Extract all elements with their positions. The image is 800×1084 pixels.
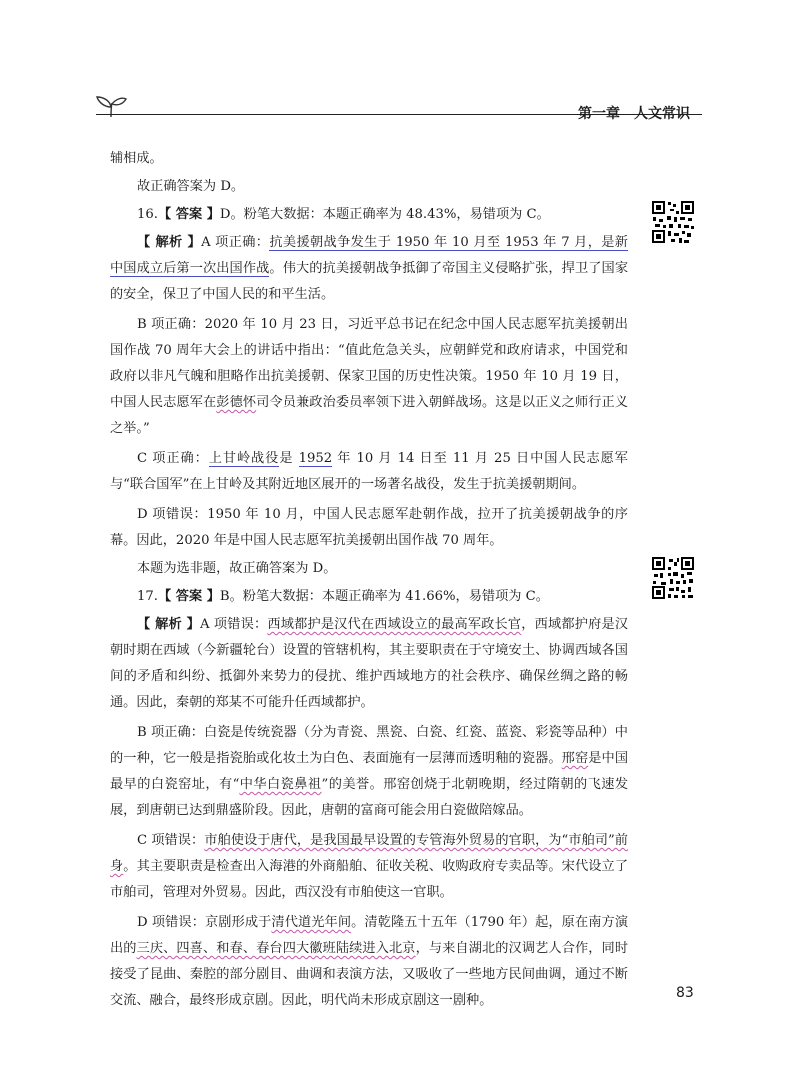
option-label: A 项正确： <box>201 235 270 250</box>
qr-code-icon[interactable] <box>651 556 695 600</box>
wavy-underlined-text: 三庆、四喜、和春、春台四大徽班陆续进入北京 <box>136 941 416 956</box>
q16-analysis-b <box>110 312 628 442</box>
wavy-underlined-text: 中华白瓷鼻祖 <box>239 777 322 792</box>
q17-analysis-c <box>110 828 628 906</box>
wavy-underlined-text: 西域都护是汉代在西域设立的最高军政长官 <box>267 617 522 632</box>
option-label: C 项正确： <box>137 451 209 466</box>
body-text: 。清乾隆五十五年（1790 年）起，原在南方演出的 <box>110 915 629 956</box>
q17-analysis-b <box>110 720 628 824</box>
body-text: ，与来自湖北的汉调艺人合作，同时接受了昆曲、秦腔的部分剧目、曲调和表演方法，又吸收了一些地方民间曲调，通过不断交流、融合，最终形成京剧。因此，明代尚未形成京剧这一剧种。 <box>110 941 629 1008</box>
q16-analysis-c <box>110 446 628 498</box>
analysis-label: 【 解析 】 <box>137 235 202 250</box>
answer-text: D。粉笔大数据：本题正确率为 48.43%，易错项为 C。 <box>219 207 550 222</box>
page-body <box>110 146 628 1016</box>
continued-text: 辅相成。 <box>110 151 163 166</box>
q16-conclusion: 本题为选非题，故正确答案为 D。 <box>137 561 337 576</box>
chapter-title: 人文常识 <box>634 106 690 122</box>
question-number: 16. <box>137 207 158 222</box>
q16-analysis-a <box>110 230 628 308</box>
analysis-label: 【 解析 】 <box>137 617 200 632</box>
page-number: 83 <box>676 985 694 1001</box>
q17-analysis-a <box>110 612 628 716</box>
answer-label: 【 答案 】 <box>157 207 220 222</box>
option-label: A 项错误： <box>200 617 268 632</box>
body-text: ，西域都护府是汉朝时期在西域（今新疆轮台）设置的管辖机构，其主要职责在于守境安土、协调西域各国间的矛盾和纠纷、抵御外来势力的侵扰、维护西域地方的社会秩序、确保丝绸之路的畅通。因此，秦朝的郑某不可能升任西域都护。 <box>110 617 629 710</box>
sprout-icon <box>92 93 130 119</box>
wavy-underlined-text: 邢窑 <box>561 751 589 766</box>
underlined-text: 上甘岭战役 <box>208 451 280 466</box>
underlined-text: 抗美援朝战争发生于 1950 年 10 月至 1953 年 7 月，是新中国成立后第一次出国作战 <box>110 235 628 276</box>
body-text: B 项正确：白瓷是传统瓷器（分为青瓷、黑瓷、白瓷、红瓷、蓝瓷、彩瓷等品种）中的一种，它一般是指瓷胎或化妆土为白色、表面施有一层薄而透明釉的瓷器。 <box>110 725 628 766</box>
body-text: 司令员兼政治委员率领下进入朝鲜战场。这是以正义之师行正义之举。” <box>110 395 629 436</box>
body-text: B 项正确：2020 年 10 月 23 日，习近平总书记在纪念中国人民志愿军抗美援朝出国作战 70 周年大会上的讲话中指出：“值此危急关头，应朝鲜党和政府请求，中国党和政府以非凡气魄和胆略作出抗美援朝、保家卫国的历史性决策。1950 年 10 月 19 日，中国人民志愿军在 <box>110 317 628 410</box>
question-number: 17. <box>137 589 158 604</box>
underlined-text: 1952 <box>298 451 333 466</box>
wavy-underlined-text: 清代道光年间 <box>271 915 352 930</box>
wavy-underlined-text: 市舶使设于唐代，是我国最早设置的专管海外贸易的官职，为“市舶司”前身 <box>110 833 628 874</box>
q17-analysis-d <box>110 910 628 1014</box>
q16-analysis-d: D 项错误：1950 年 10 月，中国人民志愿军赴朝作战，拉开了抗美援朝战争的序幕。因此，2020 年是中国人民志愿军抗美援朝出国作战 70 周年。 <box>110 507 628 548</box>
answer-summary: 故正确答案为 D。 <box>137 179 245 194</box>
option-label: C 项错误： <box>137 833 205 848</box>
qr-code-icon[interactable] <box>651 200 695 244</box>
answer-label: 【 答案 】 <box>157 589 220 604</box>
option-label: D 项错误：京剧形成于 <box>137 915 272 930</box>
wavy-underlined-text: 彭德怀 <box>216 395 257 410</box>
body-text: 是 <box>279 451 299 466</box>
body-text: 。其主要职责是检查出入海港的外商船舶、征收关税、收购政府专卖品等。宋代设立了市舶司，管理对外贸易。因此，西汉没有市舶使这一官职。 <box>110 859 629 900</box>
body-text: 。伟大的抗美援朝战争抵御了帝国主义侵略扩张，捍卫了国家的安全，保卫了中国人民的和平生活。 <box>110 261 629 302</box>
q16-answer <box>110 202 628 228</box>
answer-text: B。粉笔大数据：本题正确率为 41.66%，易错项为 C。 <box>219 589 549 604</box>
body-text: 是中国最早的白瓷窑址，有“ <box>110 751 629 792</box>
body-text: ”的美誉。邢窑创烧于北朝晚期，经过隋朝的飞速发展，到唐朝已达到鼎盛阶段。因此，唐朝的富商可能会用白瓷做陪嫁品。 <box>110 777 629 818</box>
chapter-number: 第一章 <box>578 106 620 122</box>
q17-answer <box>110 584 628 610</box>
body-text: 年 10 月 14 日至 11 月 25 日中国人民志愿军与“联合国军”在上甘岭及其附近地区展开的一场著名战役，发生于抗美援朝期间。 <box>110 451 628 492</box>
